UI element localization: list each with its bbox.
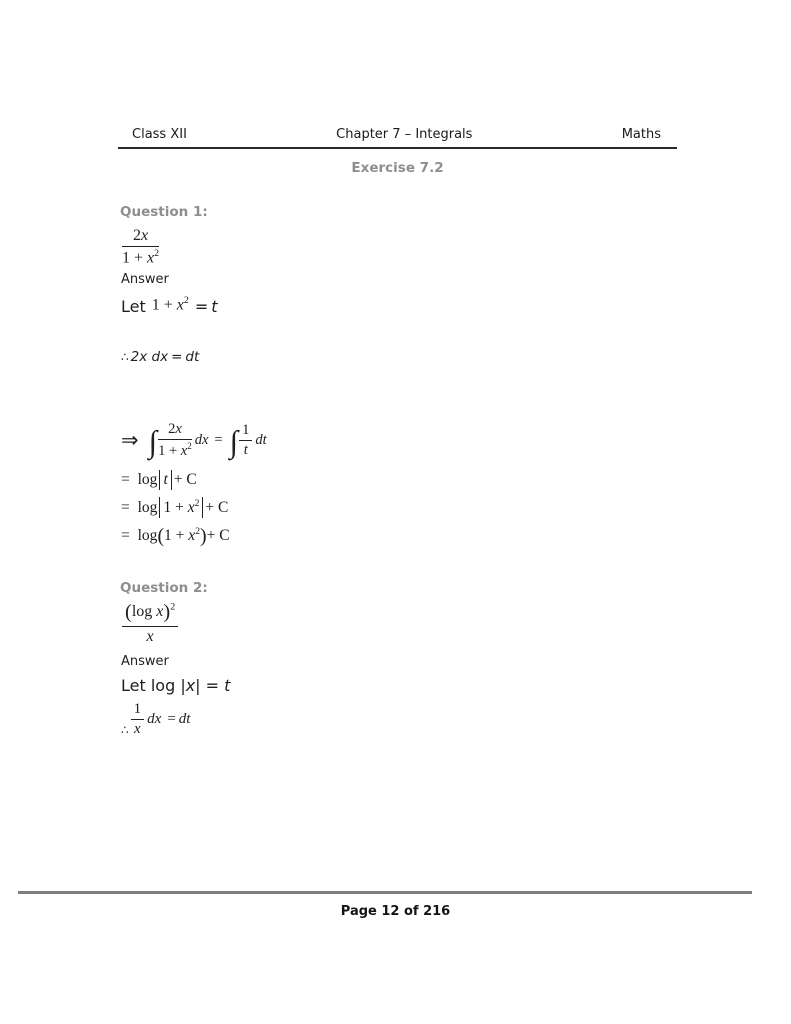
header-subject: Maths bbox=[621, 127, 661, 142]
plus-constant: + C bbox=[205, 499, 229, 517]
variable-t: t bbox=[224, 676, 231, 695]
q1-step-2 bbox=[121, 497, 228, 518]
q1-answer-label: Answer bbox=[121, 272, 169, 287]
equals-sign: = bbox=[171, 349, 183, 365]
coefficient: 2 bbox=[168, 421, 176, 437]
q2-problem-numerator bbox=[122, 601, 178, 627]
close-paren: ) bbox=[163, 601, 171, 623]
denominator bbox=[158, 440, 192, 460]
variable: x bbox=[188, 527, 196, 544]
dt-token: dt bbox=[255, 431, 267, 448]
absolute-value bbox=[159, 470, 171, 490]
dx-token: dx bbox=[147, 711, 162, 728]
equals-sign: = bbox=[121, 527, 130, 544]
dx-token: dx bbox=[194, 431, 209, 448]
variable: x bbox=[180, 442, 188, 459]
q2-substitution-line bbox=[121, 676, 230, 695]
q1-problem-denominator bbox=[122, 247, 159, 268]
q1-derivative-line bbox=[121, 349, 199, 365]
header-class: Class XII bbox=[132, 127, 187, 142]
close-paren: ) bbox=[199, 525, 207, 547]
variable: x bbox=[140, 227, 149, 244]
header-chapter: Chapter 7 – Integrals bbox=[336, 127, 473, 142]
variable: x bbox=[187, 499, 195, 517]
variable: x bbox=[176, 296, 184, 314]
lhs: 2x dx bbox=[130, 349, 169, 365]
absolute-value bbox=[159, 497, 203, 518]
variable: t bbox=[163, 471, 168, 488]
coefficient: 2 bbox=[132, 227, 141, 244]
q1-step-3 bbox=[121, 525, 230, 548]
question-2-label: Question 2: bbox=[120, 580, 208, 596]
bar-equals: | = bbox=[195, 676, 220, 695]
equals-sign: = bbox=[214, 431, 223, 448]
exercise-title: Exercise 7.2 bbox=[351, 160, 444, 176]
expression bbox=[152, 295, 189, 314]
q1-problem-fraction bbox=[122, 227, 159, 268]
page-header bbox=[118, 127, 677, 149]
constant: 1 + bbox=[122, 249, 148, 267]
exponent: 2 bbox=[183, 295, 189, 306]
log-function: log bbox=[137, 471, 158, 488]
constant: 1 + bbox=[158, 442, 181, 459]
q1-substitution-line bbox=[121, 297, 218, 316]
q2-answer-label: Answer bbox=[121, 654, 169, 669]
page-number: Page 12 of 216 bbox=[340, 904, 451, 919]
let-log-prefix: Let log | bbox=[121, 676, 186, 695]
denominator: x bbox=[134, 721, 141, 738]
integral-sign: ∫ bbox=[148, 423, 158, 459]
log-function: log bbox=[137, 499, 158, 517]
exponent: 2 bbox=[187, 440, 192, 451]
exponent: 2 bbox=[170, 601, 176, 613]
variable: x bbox=[175, 421, 182, 437]
equals-sign: = bbox=[194, 297, 209, 317]
variable: x bbox=[156, 603, 164, 620]
numerator: 1 bbox=[239, 422, 252, 441]
question-1-label: Question 1: bbox=[120, 204, 208, 220]
constant: 1 + bbox=[164, 527, 189, 544]
open-paren: ( bbox=[157, 525, 165, 547]
rhs: dt bbox=[185, 349, 200, 365]
open-paren: ( bbox=[125, 601, 132, 623]
variable: x bbox=[147, 249, 155, 267]
denominator: t bbox=[243, 441, 248, 458]
log-function: log bbox=[131, 603, 157, 620]
equals-sign: = bbox=[121, 471, 130, 488]
variable: x bbox=[185, 676, 196, 695]
dt-token: dt bbox=[178, 711, 191, 728]
constant: 1 + bbox=[151, 296, 177, 314]
log-function: log bbox=[137, 527, 158, 544]
integrand-fraction bbox=[158, 421, 192, 459]
implies-arrow: ⇒ bbox=[121, 427, 139, 452]
q1-problem-numerator bbox=[122, 227, 159, 247]
q1-integral-line bbox=[121, 421, 270, 459]
numerator bbox=[158, 421, 192, 440]
equals-sign: = bbox=[167, 711, 176, 728]
integrand-fraction-2 bbox=[239, 422, 252, 458]
variable-t: t bbox=[211, 297, 218, 317]
exponent: 2 bbox=[195, 525, 200, 537]
plus-constant: + C bbox=[173, 471, 197, 488]
numerator: 1 bbox=[131, 701, 145, 720]
exponent: 2 bbox=[154, 248, 160, 260]
equals-sign: = bbox=[121, 499, 130, 517]
footer-divider bbox=[18, 891, 752, 894]
therefore-symbol: ∴ bbox=[121, 350, 129, 364]
q1-step-1 bbox=[121, 470, 197, 490]
header-row bbox=[118, 127, 677, 149]
q2-problem-denominator: x bbox=[146, 627, 154, 645]
therefore-symbol: ∴ bbox=[121, 722, 129, 737]
plus-constant: + C bbox=[206, 527, 230, 544]
q2-problem-fraction bbox=[122, 601, 178, 646]
integral-sign: ∫ bbox=[229, 423, 239, 459]
exponent: 2 bbox=[194, 498, 200, 509]
let-keyword: Let bbox=[121, 297, 146, 317]
q2-derivative-line bbox=[121, 701, 190, 739]
constant: 1 + bbox=[163, 499, 188, 517]
q2-deriv-fraction bbox=[131, 701, 145, 739]
